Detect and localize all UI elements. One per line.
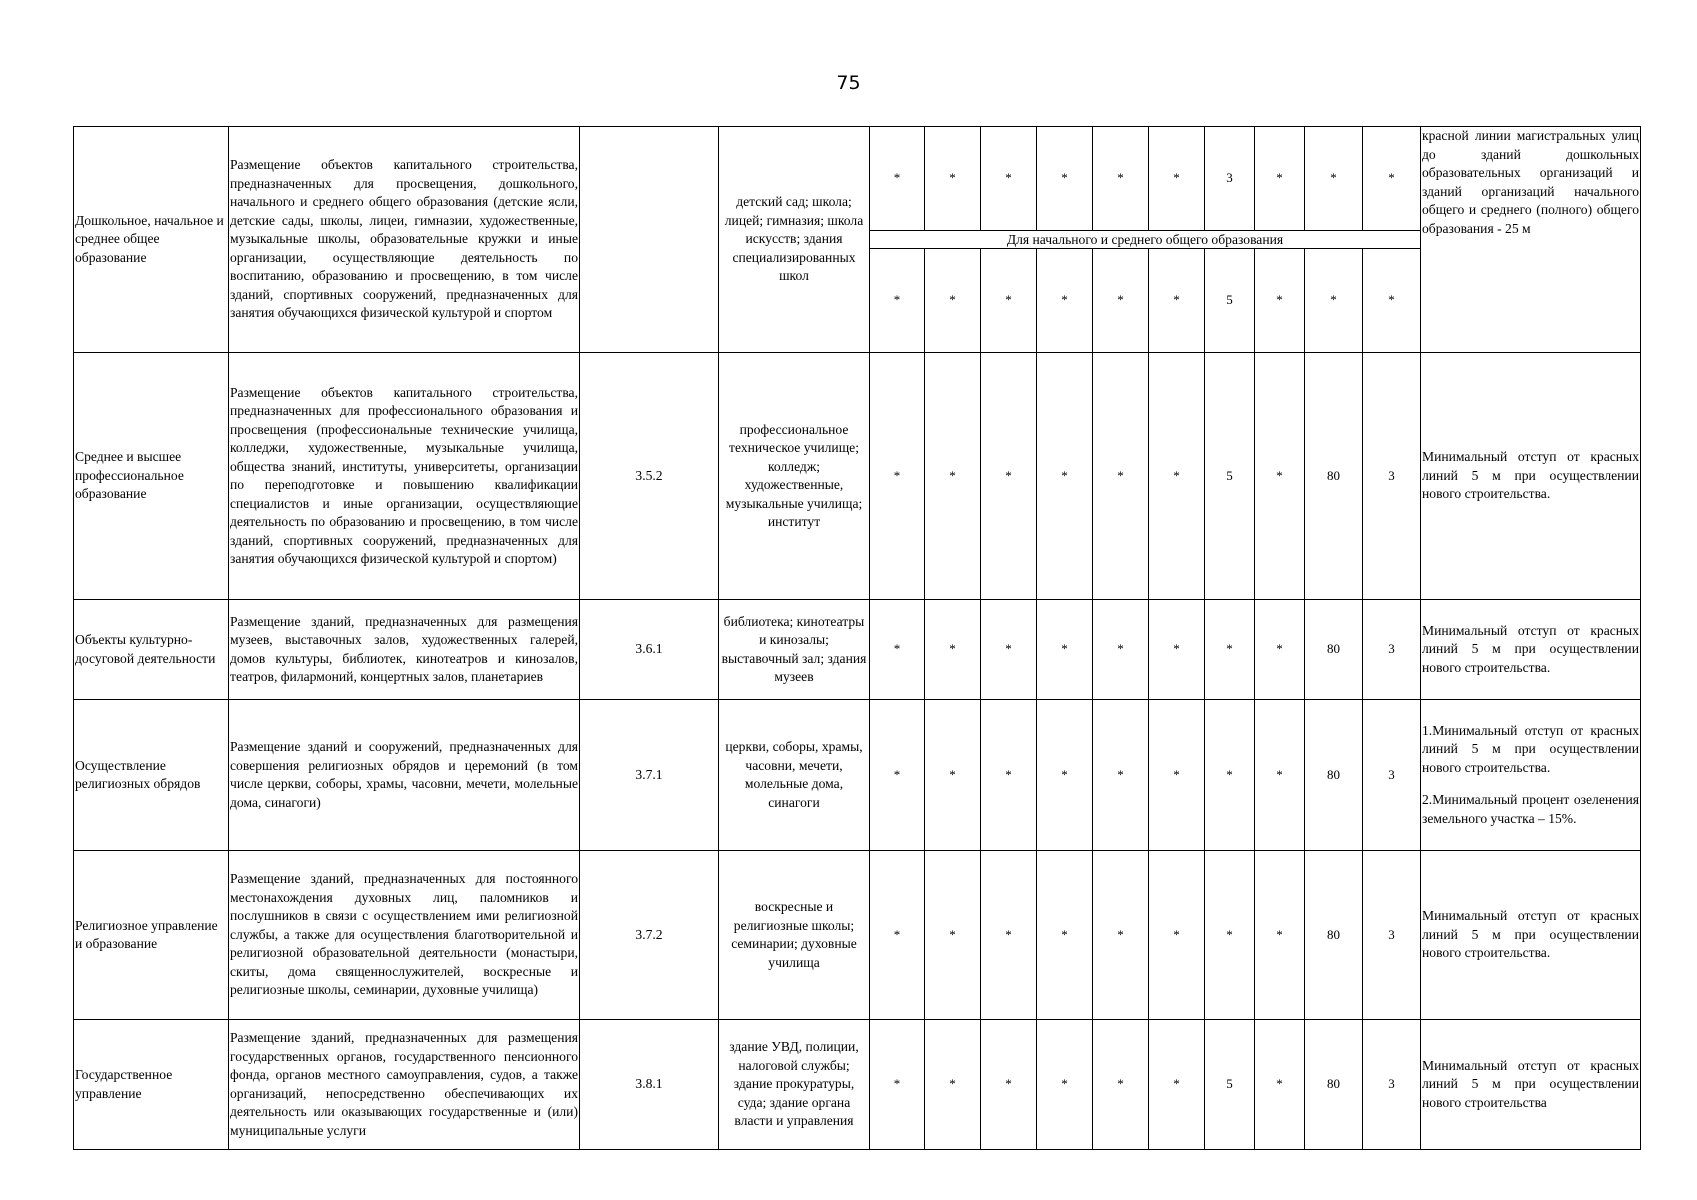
- param-value: 3: [1205, 127, 1255, 231]
- param-value: *: [1255, 353, 1305, 600]
- permitted-objects: библиотека; кинотеатры и кинозалы; выставочный зал; здания музеев: [719, 600, 870, 700]
- note-spacer: [1422, 777, 1639, 791]
- param-value: 5: [1205, 353, 1255, 600]
- param-value: 3: [1363, 851, 1421, 1020]
- use-type-name: Государственное управление: [74, 1020, 229, 1150]
- permitted-objects: воскресные и религиозные школы; семинарии; духовные училища: [719, 851, 870, 1020]
- param-value: 80: [1305, 1020, 1363, 1150]
- use-description: Размещение объектов капитального строительства, предназначенных для просвещения, дошкольного, начального и среднего общего образования (детские ясли, детские сады, школы, лицеи, гимназии, художественные, музыкальные школы, образовательные кружки и иные организации, осуществляющие деятельность по воспитанию, образованию и просвещению, в том числе зданий, спортивных сооружений, предназначенных для занятия обучающихся физической культурой и спортом: [229, 127, 580, 353]
- param-value: *: [870, 249, 925, 353]
- param-value: *: [925, 353, 981, 600]
- use-description: Размещение зданий, предназначенных для размещения государственных органов, государственного пенсионного фонда, органов местного самоуправления, судов, а также организаций, непосредственно обеспечивающих их деятельность или оказывающих государственные и (или) муниципальные услуги: [229, 1020, 580, 1150]
- param-value: *: [925, 851, 981, 1020]
- note-cell: [1421, 1020, 1641, 1150]
- param-value: 80: [1305, 851, 1363, 1020]
- use-code: 3.5.2: [580, 353, 719, 600]
- subheading: Для начального и среднего общего образования: [870, 231, 1421, 249]
- param-value: *: [1205, 600, 1255, 700]
- param-value: *: [870, 600, 925, 700]
- param-value: *: [1149, 127, 1205, 231]
- param-value: *: [1255, 127, 1305, 231]
- param-value: *: [870, 1020, 925, 1150]
- note-text: 1.Минимальный отступ от красных линий 5 м при осуществлении нового строительства.: [1422, 722, 1639, 775]
- permitted-objects: церкви, соборы, храмы, часовни, мечети, молельные дома, синагоги: [719, 700, 870, 851]
- param-value: *: [1363, 127, 1421, 231]
- param-value: *: [981, 700, 1037, 851]
- param-value: *: [1037, 249, 1093, 353]
- param-value: *: [1305, 249, 1363, 353]
- param-value: *: [1093, 127, 1149, 231]
- param-value: *: [1093, 851, 1149, 1020]
- use-type-name: Осуществление религиозных обрядов: [74, 700, 229, 851]
- param-value: *: [1093, 353, 1149, 600]
- note-text: Минимальный отступ от красных линий 5 м при осуществлении нового строительства.: [1422, 908, 1639, 961]
- land-use-regulations-table: [73, 126, 1641, 1150]
- use-type-name: Объекты культурно-досуговой деятельности: [74, 600, 229, 700]
- param-value: 80: [1305, 600, 1363, 700]
- param-value: *: [925, 700, 981, 851]
- param-value: *: [1149, 600, 1205, 700]
- param-value: *: [981, 353, 1037, 600]
- param-value: *: [1037, 600, 1093, 700]
- table-row: [74, 700, 1641, 851]
- param-value: *: [925, 600, 981, 700]
- param-value: *: [1149, 353, 1205, 600]
- table-row: [74, 600, 1641, 700]
- use-code: 3.6.1: [580, 600, 719, 700]
- param-value: *: [1093, 600, 1149, 700]
- note-text: Минимальный отступ от красных линий 5 м при осуществлении нового строительства.: [1422, 449, 1639, 502]
- param-value: 80: [1305, 353, 1363, 600]
- use-description: Размещение зданий и сооружений, предназначенных для совершения религиозных обрядов и церемоний (в том числе церкви, соборы, храмы, часовни, мечети, молельные дома, синагоги): [229, 700, 580, 851]
- use-code: [580, 127, 719, 353]
- param-value: *: [981, 851, 1037, 1020]
- param-value: *: [1037, 127, 1093, 231]
- note-text: красной линии магистральных улиц до зданий дошкольных образовательных организаций и зданий организаций начального общего и среднего (полного) общего образования - 25 м: [1421, 127, 1641, 353]
- param-value: *: [981, 249, 1037, 353]
- note-cell: [1421, 600, 1641, 700]
- use-type-name: Среднее и высшее профессиональное образование: [74, 353, 229, 600]
- param-value: *: [1149, 1020, 1205, 1150]
- permitted-objects: профессиональное техническое училище; колледж; художественные, музыкальные училища; институт: [719, 353, 870, 600]
- use-code: 3.8.1: [580, 1020, 719, 1150]
- param-value: 5: [1205, 1020, 1255, 1150]
- param-value: *: [1205, 851, 1255, 1020]
- permitted-objects: детский сад; школа; лицей; гимназия; школа искусств; здания специализированных школ: [719, 127, 870, 353]
- param-value: *: [1255, 1020, 1305, 1150]
- table-row: [74, 127, 1641, 231]
- param-value: *: [925, 127, 981, 231]
- param-value: *: [1149, 851, 1205, 1020]
- note-text-2: 2.Минимальный процент озеленения земельного участка – 15%.: [1422, 792, 1639, 826]
- note-cell: [1421, 353, 1641, 600]
- param-value: 3: [1363, 353, 1421, 600]
- use-type-name: Религиозное управление и образование: [74, 851, 229, 1020]
- param-value: *: [981, 600, 1037, 700]
- use-code: 3.7.1: [580, 700, 719, 851]
- note-text: Минимальный отступ от красных линий 5 м при осуществлении нового строительства.: [1422, 622, 1639, 675]
- param-value: *: [1255, 249, 1305, 353]
- param-value: *: [1037, 700, 1093, 851]
- param-value: *: [1363, 249, 1421, 353]
- note-text: Минимальный отступ от красных линий 5 м при осуществлении нового строительства: [1422, 1057, 1639, 1110]
- param-value: *: [1093, 1020, 1149, 1150]
- param-value: 3: [1363, 700, 1421, 851]
- param-value: *: [1255, 851, 1305, 1020]
- param-value: 3: [1363, 1020, 1421, 1150]
- param-value: *: [870, 700, 925, 851]
- use-description: Размещение зданий, предназначенных для постоянного местонахождения духовных лиц, паломников и послушников в связи с осуществлением ими религиозной службы, а также для осуществления благотворительной и религиозной образовательной деятельности (монастыри, скиты, дома священнослужителей, воскресные и религиозные школы, семинарии, духовные училища): [229, 851, 580, 1020]
- note-cell: [1421, 700, 1641, 851]
- param-value: *: [870, 353, 925, 600]
- param-value: *: [1037, 1020, 1093, 1150]
- param-value: *: [1093, 700, 1149, 851]
- param-value: *: [1205, 700, 1255, 851]
- note-cell: [1421, 851, 1641, 1020]
- param-value: *: [925, 1020, 981, 1150]
- param-value: *: [1037, 353, 1093, 600]
- table-row: [74, 1020, 1641, 1150]
- param-value: *: [981, 127, 1037, 231]
- page-number: 75: [836, 72, 861, 94]
- use-description: Размещение зданий, предназначенных для размещения музеев, выставочных залов, художественных галерей, домов культуры, библиотек, кинотеатров и кинозалов, театров, филармоний, концертных залов, планетариев: [229, 600, 580, 700]
- param-value: 3: [1363, 600, 1421, 700]
- param-value: *: [870, 127, 925, 231]
- param-value: *: [1149, 700, 1205, 851]
- param-value: *: [981, 1020, 1037, 1150]
- use-description: Размещение объектов капитального строительства, предназначенных для профессионального образования и просвещения (профессиональные технические училища, колледжи, художественные, музыкальные училища, общества знаний, институты, университеты, организации по переподготовке и повышению квалификации специалистов и иные организации, осуществляющие деятельность по образованию и просвещению, в том числе зданий, спортивных сооружений, предназначенных для занятия обучающихся физической культурой и спортом): [229, 353, 580, 600]
- table-row: [74, 353, 1641, 600]
- param-value: *: [1255, 700, 1305, 851]
- param-value: *: [1037, 851, 1093, 1020]
- param-value: *: [1149, 249, 1205, 353]
- permitted-objects: здание УВД, полиции, налоговой службы; здание прокуратуры, суда; здание органа власти и управления: [719, 1020, 870, 1150]
- param-value: *: [1093, 249, 1149, 353]
- param-value: 5: [1205, 249, 1255, 353]
- param-value: *: [1255, 600, 1305, 700]
- table-row: [74, 851, 1641, 1020]
- use-code: 3.7.2: [580, 851, 719, 1020]
- use-type-name: Дошкольное, начальное и среднее общее образование: [74, 127, 229, 353]
- param-value: *: [925, 249, 981, 353]
- param-value: *: [870, 851, 925, 1020]
- param-value: 80: [1305, 700, 1363, 851]
- param-value: *: [1305, 127, 1363, 231]
